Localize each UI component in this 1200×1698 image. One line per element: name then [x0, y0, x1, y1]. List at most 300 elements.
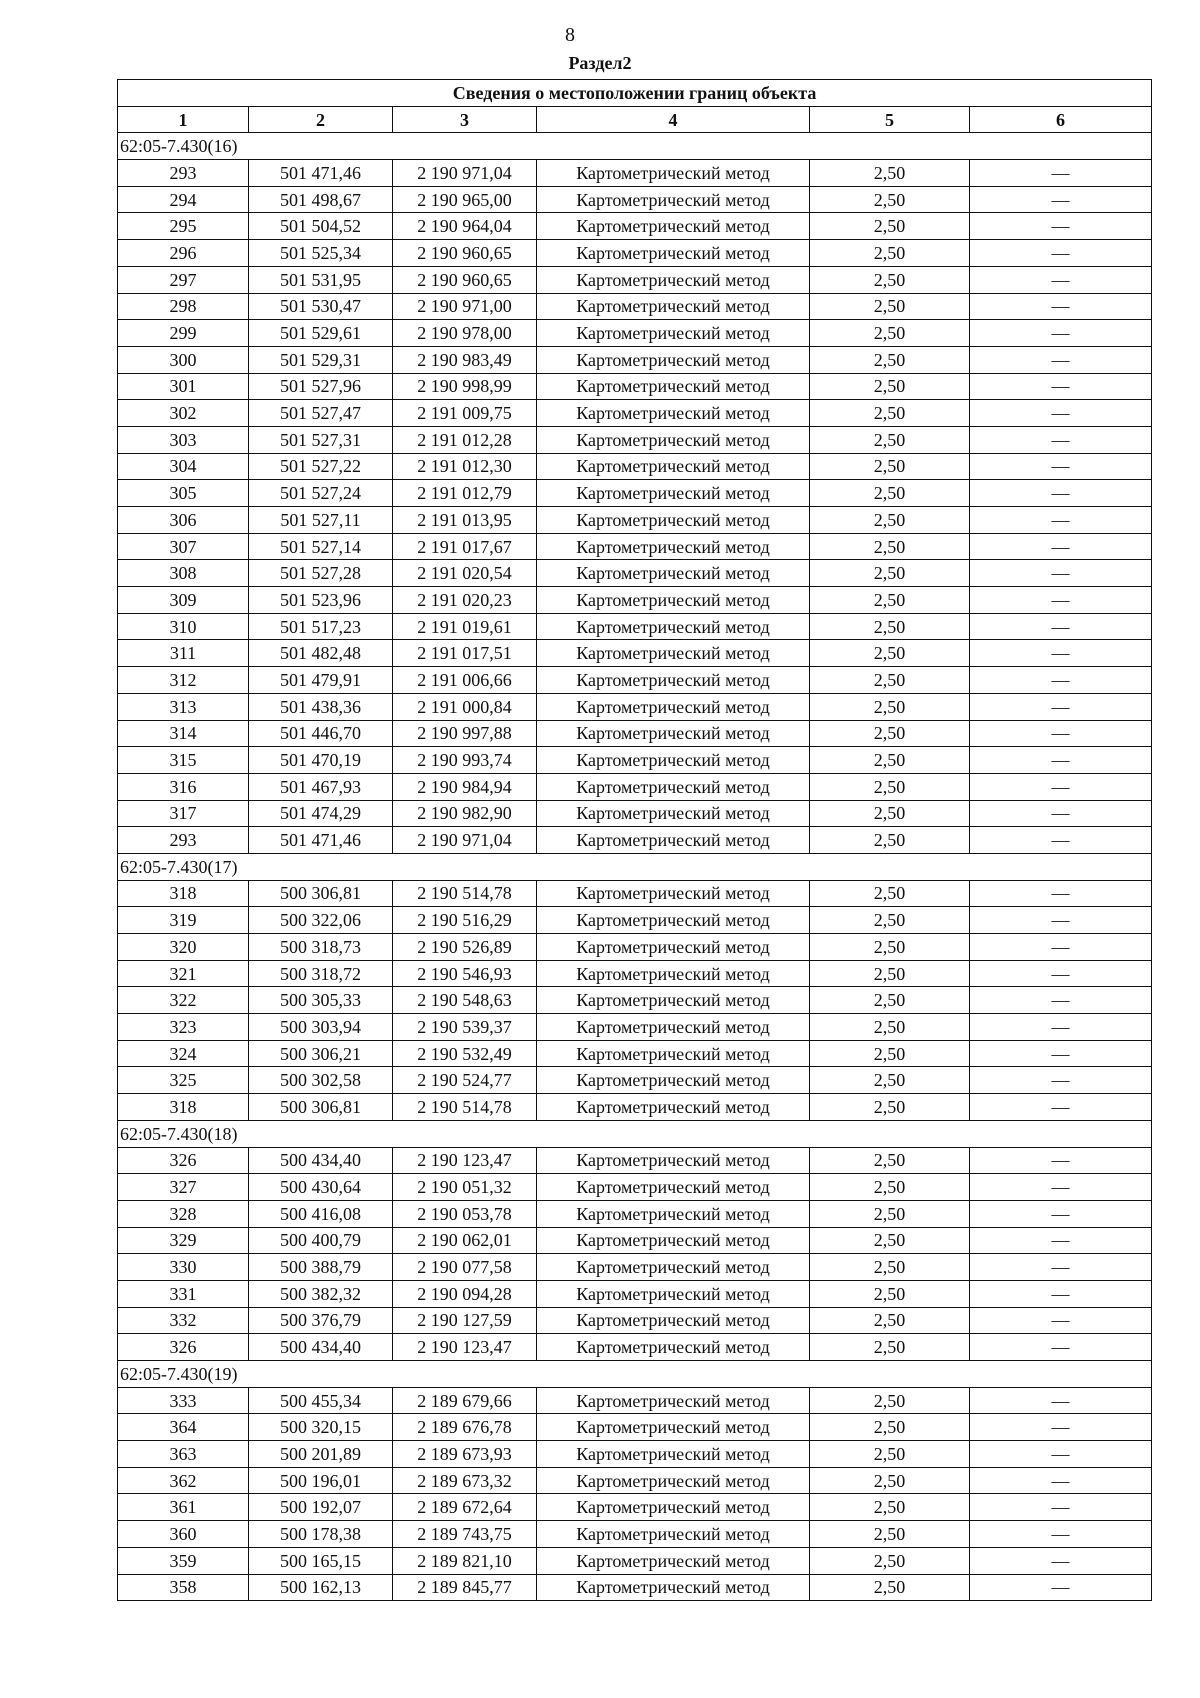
table-row [118, 1307, 1152, 1334]
point-number-cell: 295 [118, 213, 249, 240]
method-cell: Картометрический метод [537, 640, 810, 667]
table-row [118, 587, 1152, 614]
table-row [118, 1067, 1152, 1094]
table-body [118, 133, 1152, 1601]
y-coordinate-cell: 2 190 062,01 [393, 1227, 537, 1254]
point-number-cell: 318 [118, 1094, 249, 1121]
description-cell: — [970, 1467, 1152, 1494]
point-number-cell: 363 [118, 1441, 249, 1468]
table-row [118, 1040, 1152, 1067]
y-coordinate-cell: 2 190 127,59 [393, 1307, 537, 1334]
method-cell: Картометрический метод [537, 1227, 810, 1254]
description-cell: — [970, 507, 1152, 534]
y-coordinate-cell: 2 190 998,99 [393, 373, 537, 400]
description-cell: — [970, 1147, 1152, 1174]
point-number-cell: 304 [118, 453, 249, 480]
section-title: Раздел2 [568, 53, 632, 73]
x-coordinate-cell: 500 303,94 [249, 1014, 393, 1041]
point-number-cell: 331 [118, 1280, 249, 1307]
point-number-cell: 326 [118, 1147, 249, 1174]
table-row [118, 373, 1152, 400]
accuracy-cell: 2,50 [810, 160, 970, 187]
description-cell: — [970, 1441, 1152, 1468]
accuracy-cell: 2,50 [810, 640, 970, 667]
x-coordinate-cell: 500 306,21 [249, 1040, 393, 1067]
table-row [118, 1200, 1152, 1227]
column-header: 6 [970, 106, 1152, 133]
column-header-row [118, 106, 1152, 133]
accuracy-cell: 2,50 [810, 240, 970, 267]
accuracy-cell: 2,50 [810, 266, 970, 293]
point-number-cell: 324 [118, 1040, 249, 1067]
method-cell: Картометрический метод [537, 160, 810, 187]
method-cell: Картометрический метод [537, 240, 810, 267]
boundary-coordinates-table [117, 79, 1152, 1601]
description-cell: — [970, 1307, 1152, 1334]
description-cell: — [970, 480, 1152, 507]
y-coordinate-cell: 2 190 123,47 [393, 1334, 537, 1361]
accuracy-cell: 2,50 [810, 186, 970, 213]
method-cell: Картометрический метод [537, 934, 810, 961]
accuracy-cell: 2,50 [810, 1254, 970, 1281]
y-coordinate-cell: 2 191 017,67 [393, 533, 537, 560]
description-cell: — [970, 1040, 1152, 1067]
method-cell: Картометрический метод [537, 587, 810, 614]
x-coordinate-cell: 501 517,23 [249, 613, 393, 640]
x-coordinate-cell: 500 162,13 [249, 1574, 393, 1601]
y-coordinate-cell: 2 190 993,74 [393, 747, 537, 774]
table-row [118, 346, 1152, 373]
description-cell: — [970, 400, 1152, 427]
accuracy-cell: 2,50 [810, 667, 970, 694]
point-number-cell: 310 [118, 613, 249, 640]
accuracy-cell: 2,50 [810, 587, 970, 614]
table-row [118, 266, 1152, 293]
accuracy-cell: 2,50 [810, 1387, 970, 1414]
table-row [118, 400, 1152, 427]
point-number-cell: 364 [118, 1414, 249, 1441]
description-cell: — [970, 320, 1152, 347]
accuracy-cell: 2,50 [810, 934, 970, 961]
x-coordinate-cell: 501 529,31 [249, 346, 393, 373]
point-number-cell: 326 [118, 1334, 249, 1361]
table-row [118, 907, 1152, 934]
table-row [118, 880, 1152, 907]
y-coordinate-cell: 2 190 051,32 [393, 1174, 537, 1201]
table-row [118, 693, 1152, 720]
description-cell: — [970, 186, 1152, 213]
x-coordinate-cell: 500 196,01 [249, 1467, 393, 1494]
y-coordinate-cell: 2 190 532,49 [393, 1040, 537, 1067]
accuracy-cell: 2,50 [810, 1574, 970, 1601]
point-number-cell: 361 [118, 1494, 249, 1521]
table-row [118, 800, 1152, 827]
method-cell: Картометрический метод [537, 1014, 810, 1041]
table-row [118, 1014, 1152, 1041]
accuracy-cell: 2,50 [810, 507, 970, 534]
y-coordinate-cell: 2 189 676,78 [393, 1414, 537, 1441]
x-coordinate-cell: 501 482,48 [249, 640, 393, 667]
accuracy-cell: 2,50 [810, 480, 970, 507]
x-coordinate-cell: 500 434,40 [249, 1147, 393, 1174]
y-coordinate-cell: 2 191 012,30 [393, 453, 537, 480]
x-coordinate-cell: 501 523,96 [249, 587, 393, 614]
accuracy-cell: 2,50 [810, 1494, 970, 1521]
column-header: 4 [537, 106, 810, 133]
point-number-cell: 319 [118, 907, 249, 934]
accuracy-cell: 2,50 [810, 987, 970, 1014]
point-number-cell: 309 [118, 587, 249, 614]
point-number-cell: 327 [118, 1174, 249, 1201]
point-number-cell: 320 [118, 934, 249, 961]
description-cell: — [970, 293, 1152, 320]
method-cell: Картометрический метод [537, 1254, 810, 1281]
accuracy-cell: 2,50 [810, 533, 970, 560]
point-number-cell: 316 [118, 773, 249, 800]
point-number-cell: 359 [118, 1547, 249, 1574]
table-caption: Сведения о местоположении границ объекта [118, 80, 1152, 107]
method-cell: Картометрический метод [537, 1200, 810, 1227]
table-row [118, 667, 1152, 694]
y-coordinate-cell: 2 189 673,32 [393, 1467, 537, 1494]
description-cell: — [970, 1574, 1152, 1601]
method-cell: Картометрический метод [537, 960, 810, 987]
y-coordinate-cell: 2 189 673,93 [393, 1441, 537, 1468]
description-cell: — [970, 800, 1152, 827]
y-coordinate-cell: 2 191 020,54 [393, 560, 537, 587]
description-cell: — [970, 880, 1152, 907]
group-label: 62:05-7.430(19) [118, 1361, 1152, 1388]
table-row [118, 640, 1152, 667]
y-coordinate-cell: 2 190 984,94 [393, 773, 537, 800]
point-number-cell: 306 [118, 507, 249, 534]
point-number-cell: 329 [118, 1227, 249, 1254]
description-cell: — [970, 934, 1152, 961]
x-coordinate-cell: 500 322,06 [249, 907, 393, 934]
point-number-cell: 358 [118, 1574, 249, 1601]
x-coordinate-cell: 501 471,46 [249, 160, 393, 187]
description-cell: — [970, 667, 1152, 694]
description-cell: — [970, 1094, 1152, 1121]
table-row [118, 1280, 1152, 1307]
group-header-row [118, 1120, 1152, 1147]
method-cell: Картометрический метод [537, 1441, 810, 1468]
x-coordinate-cell: 500 382,32 [249, 1280, 393, 1307]
description-cell: — [970, 747, 1152, 774]
method-cell: Картометрический метод [537, 453, 810, 480]
table-row [118, 747, 1152, 774]
y-coordinate-cell: 2 189 679,66 [393, 1387, 537, 1414]
description-cell: — [970, 213, 1152, 240]
point-number-cell: 312 [118, 667, 249, 694]
x-coordinate-cell: 501 527,28 [249, 560, 393, 587]
table-row [118, 533, 1152, 560]
method-cell: Картометрический метод [537, 213, 810, 240]
table-row [118, 720, 1152, 747]
point-number-cell: 308 [118, 560, 249, 587]
table-row [118, 1467, 1152, 1494]
description-cell: — [970, 613, 1152, 640]
table-row [118, 934, 1152, 961]
y-coordinate-cell: 2 189 672,64 [393, 1494, 537, 1521]
table-row [118, 1174, 1152, 1201]
table-row [118, 1147, 1152, 1174]
y-coordinate-cell: 2 190 548,63 [393, 987, 537, 1014]
point-number-cell: 360 [118, 1521, 249, 1548]
method-cell: Картометрический метод [537, 426, 810, 453]
point-number-cell: 328 [118, 1200, 249, 1227]
y-coordinate-cell: 2 190 516,29 [393, 907, 537, 934]
description-cell: — [970, 1280, 1152, 1307]
point-number-cell: 325 [118, 1067, 249, 1094]
description-cell: — [970, 1414, 1152, 1441]
description-cell: — [970, 693, 1152, 720]
x-coordinate-cell: 501 527,31 [249, 426, 393, 453]
description-cell: — [970, 987, 1152, 1014]
table-row [118, 293, 1152, 320]
description-cell: — [970, 960, 1152, 987]
table-row [118, 1334, 1152, 1361]
x-coordinate-cell: 500 430,64 [249, 1174, 393, 1201]
method-cell: Картометрический метод [537, 1521, 810, 1548]
accuracy-cell: 2,50 [810, 1334, 970, 1361]
table-row [118, 453, 1152, 480]
y-coordinate-cell: 2 190 053,78 [393, 1200, 537, 1227]
point-number-cell: 300 [118, 346, 249, 373]
x-coordinate-cell: 501 471,46 [249, 827, 393, 854]
x-coordinate-cell: 501 527,22 [249, 453, 393, 480]
y-coordinate-cell: 2 189 743,75 [393, 1521, 537, 1548]
point-number-cell: 294 [118, 186, 249, 213]
point-number-cell: 303 [118, 426, 249, 453]
method-cell: Картометрический метод [537, 773, 810, 800]
accuracy-cell: 2,50 [810, 1040, 970, 1067]
table-row [118, 1414, 1152, 1441]
description-cell: — [970, 907, 1152, 934]
point-number-cell: 314 [118, 720, 249, 747]
x-coordinate-cell: 500 302,58 [249, 1067, 393, 1094]
point-number-cell: 330 [118, 1254, 249, 1281]
accuracy-cell: 2,50 [810, 400, 970, 427]
y-coordinate-cell: 2 191 013,95 [393, 507, 537, 534]
accuracy-cell: 2,50 [810, 1467, 970, 1494]
x-coordinate-cell: 500 192,07 [249, 1494, 393, 1521]
x-coordinate-cell: 501 527,24 [249, 480, 393, 507]
point-number-cell: 302 [118, 400, 249, 427]
description-cell: — [970, 1254, 1152, 1281]
description-cell: — [970, 346, 1152, 373]
description-cell: — [970, 1547, 1152, 1574]
x-coordinate-cell: 501 498,67 [249, 186, 393, 213]
x-coordinate-cell: 500 376,79 [249, 1307, 393, 1334]
accuracy-cell: 2,50 [810, 1307, 970, 1334]
x-coordinate-cell: 500 165,15 [249, 1547, 393, 1574]
method-cell: Картометрический метод [537, 480, 810, 507]
method-cell: Картометрический метод [537, 907, 810, 934]
y-coordinate-cell: 2 190 978,00 [393, 320, 537, 347]
table-row [118, 1547, 1152, 1574]
accuracy-cell: 2,50 [810, 560, 970, 587]
table-caption-row [118, 80, 1152, 107]
table-row [118, 213, 1152, 240]
description-cell: — [970, 773, 1152, 800]
method-cell: Картометрический метод [537, 1280, 810, 1307]
y-coordinate-cell: 2 190 971,00 [393, 293, 537, 320]
x-coordinate-cell: 501 474,29 [249, 800, 393, 827]
accuracy-cell: 2,50 [810, 907, 970, 934]
method-cell: Картометрический метод [537, 880, 810, 907]
description-cell: — [970, 1014, 1152, 1041]
y-coordinate-cell: 2 190 983,49 [393, 346, 537, 373]
method-cell: Картометрический метод [537, 693, 810, 720]
accuracy-cell: 2,50 [810, 1200, 970, 1227]
table-row [118, 1441, 1152, 1468]
column-header: 5 [810, 106, 970, 133]
x-coordinate-cell: 501 531,95 [249, 266, 393, 293]
description-cell: — [970, 533, 1152, 560]
x-coordinate-cell: 500 416,08 [249, 1200, 393, 1227]
accuracy-cell: 2,50 [810, 773, 970, 800]
method-cell: Картометрический метод [537, 1147, 810, 1174]
y-coordinate-cell: 2 190 524,77 [393, 1067, 537, 1094]
method-cell: Картометрический метод [537, 720, 810, 747]
description-cell: — [970, 1067, 1152, 1094]
method-cell: Картометрический метод [537, 1307, 810, 1334]
method-cell: Картометрический метод [537, 800, 810, 827]
method-cell: Картометрический метод [537, 987, 810, 1014]
point-number-cell: 311 [118, 640, 249, 667]
method-cell: Картометрический метод [537, 747, 810, 774]
accuracy-cell: 2,50 [810, 1521, 970, 1548]
method-cell: Картометрический метод [537, 827, 810, 854]
accuracy-cell: 2,50 [810, 453, 970, 480]
x-coordinate-cell: 500 320,15 [249, 1414, 393, 1441]
method-cell: Картометрический метод [537, 1414, 810, 1441]
accuracy-cell: 2,50 [810, 1280, 970, 1307]
y-coordinate-cell: 2 190 982,90 [393, 800, 537, 827]
x-coordinate-cell: 500 318,72 [249, 960, 393, 987]
table-row [118, 960, 1152, 987]
accuracy-cell: 2,50 [810, 1014, 970, 1041]
x-coordinate-cell: 501 527,47 [249, 400, 393, 427]
y-coordinate-cell: 2 190 077,58 [393, 1254, 537, 1281]
table-row [118, 1521, 1152, 1548]
x-coordinate-cell: 500 434,40 [249, 1334, 393, 1361]
method-cell: Картометрический метод [537, 667, 810, 694]
y-coordinate-cell: 2 191 019,61 [393, 613, 537, 640]
y-coordinate-cell: 2 190 960,65 [393, 266, 537, 293]
table-row [118, 560, 1152, 587]
method-cell: Картометрический метод [537, 266, 810, 293]
y-coordinate-cell: 2 190 514,78 [393, 880, 537, 907]
point-number-cell: 315 [118, 747, 249, 774]
x-coordinate-cell: 500 201,89 [249, 1441, 393, 1468]
description-cell: — [970, 640, 1152, 667]
method-cell: Картометрический метод [537, 1574, 810, 1601]
description-cell: — [970, 1200, 1152, 1227]
description-cell: — [970, 587, 1152, 614]
group-header-row [118, 853, 1152, 880]
y-coordinate-cell: 2 190 971,04 [393, 160, 537, 187]
accuracy-cell: 2,50 [810, 1147, 970, 1174]
accuracy-cell: 2,50 [810, 613, 970, 640]
x-coordinate-cell: 500 306,81 [249, 1094, 393, 1121]
x-coordinate-cell: 501 530,47 [249, 293, 393, 320]
accuracy-cell: 2,50 [810, 373, 970, 400]
point-number-cell: 323 [118, 1014, 249, 1041]
y-coordinate-cell: 2 191 020,23 [393, 587, 537, 614]
y-coordinate-cell: 2 189 821,10 [393, 1547, 537, 1574]
description-cell: — [970, 373, 1152, 400]
method-cell: Картометрический метод [537, 1494, 810, 1521]
method-cell: Картометрический метод [537, 507, 810, 534]
table-row [118, 1254, 1152, 1281]
accuracy-cell: 2,50 [810, 747, 970, 774]
point-number-cell: 332 [118, 1307, 249, 1334]
accuracy-cell: 2,50 [810, 960, 970, 987]
method-cell: Картометрический метод [537, 400, 810, 427]
table-row [118, 426, 1152, 453]
y-coordinate-cell: 2 190 123,47 [393, 1147, 537, 1174]
table-row [118, 186, 1152, 213]
group-header-row [118, 133, 1152, 160]
x-coordinate-cell: 501 438,36 [249, 693, 393, 720]
method-cell: Картометрический метод [537, 560, 810, 587]
x-coordinate-cell: 500 306,81 [249, 880, 393, 907]
accuracy-cell: 2,50 [810, 1547, 970, 1574]
accuracy-cell: 2,50 [810, 320, 970, 347]
point-number-cell: 313 [118, 693, 249, 720]
group-header-row [118, 1361, 1152, 1388]
column-header: 3 [393, 106, 537, 133]
point-number-cell: 293 [118, 160, 249, 187]
accuracy-cell: 2,50 [810, 1227, 970, 1254]
column-header: 2 [249, 106, 393, 133]
table-row [118, 613, 1152, 640]
table-row [118, 773, 1152, 800]
x-coordinate-cell: 501 527,96 [249, 373, 393, 400]
table-row [118, 240, 1152, 267]
x-coordinate-cell: 500 305,33 [249, 987, 393, 1014]
method-cell: Картометрический метод [537, 1334, 810, 1361]
accuracy-cell: 2,50 [810, 346, 970, 373]
method-cell: Картометрический метод [537, 346, 810, 373]
description-cell: — [970, 1334, 1152, 1361]
accuracy-cell: 2,50 [810, 213, 970, 240]
accuracy-cell: 2,50 [810, 426, 970, 453]
y-coordinate-cell: 2 191 009,75 [393, 400, 537, 427]
point-number-cell: 296 [118, 240, 249, 267]
point-number-cell: 301 [118, 373, 249, 400]
y-coordinate-cell: 2 189 845,77 [393, 1574, 537, 1601]
table-row [118, 1094, 1152, 1121]
column-header: 1 [118, 106, 249, 133]
y-coordinate-cell: 2 191 012,79 [393, 480, 537, 507]
x-coordinate-cell: 500 388,79 [249, 1254, 393, 1281]
description-cell: — [970, 426, 1152, 453]
x-coordinate-cell: 501 467,93 [249, 773, 393, 800]
description-cell: — [970, 560, 1152, 587]
accuracy-cell: 2,50 [810, 1094, 970, 1121]
table-row [118, 1574, 1152, 1601]
table-row [118, 1227, 1152, 1254]
group-label: 62:05-7.430(18) [118, 1120, 1152, 1147]
method-cell: Картометрический метод [537, 1547, 810, 1574]
y-coordinate-cell: 2 191 017,51 [393, 640, 537, 667]
table-row [118, 320, 1152, 347]
accuracy-cell: 2,50 [810, 827, 970, 854]
method-cell: Картометрический метод [537, 1094, 810, 1121]
